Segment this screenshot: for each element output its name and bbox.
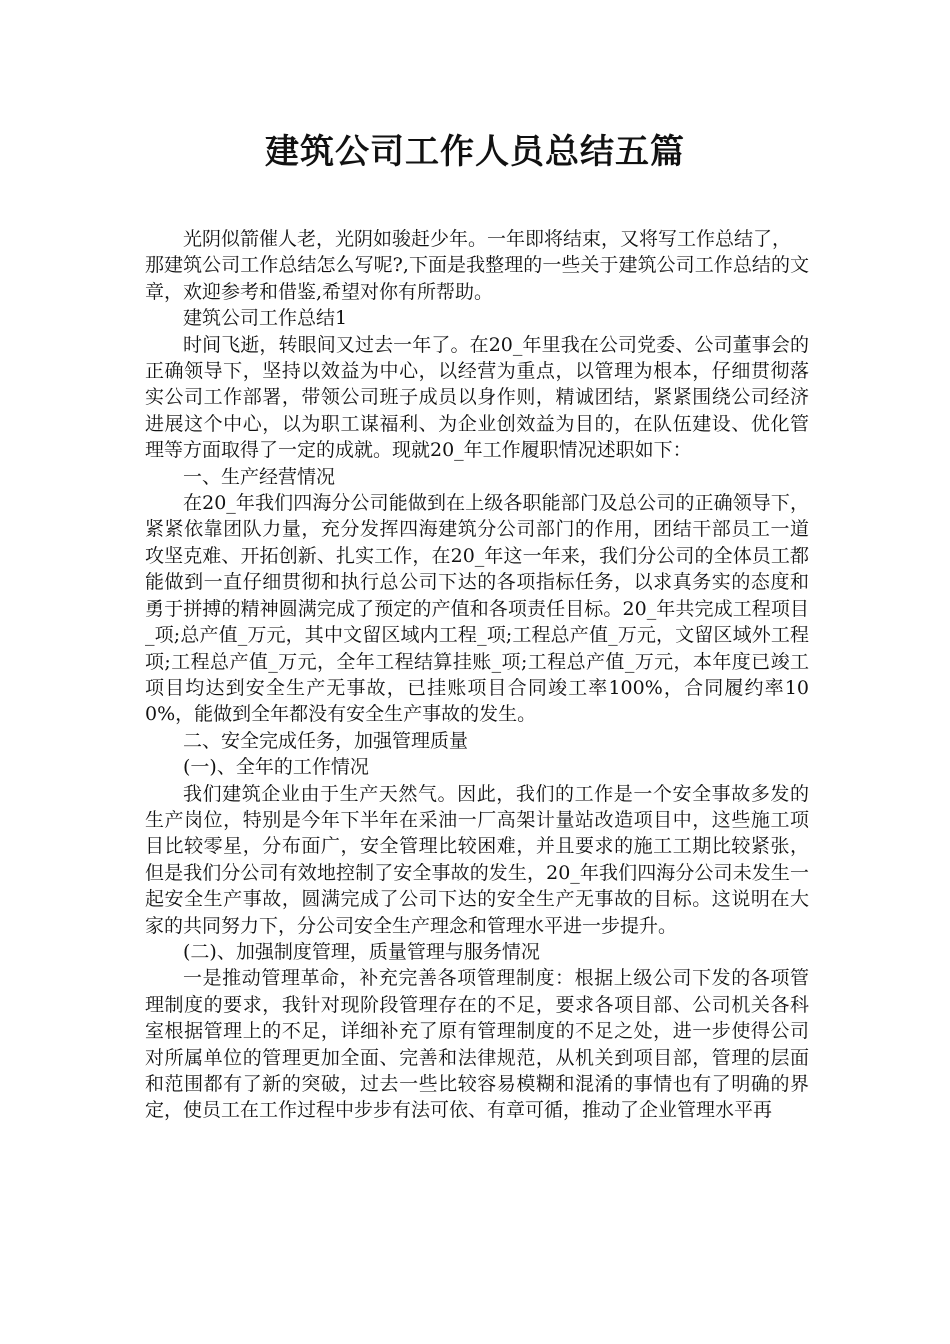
document-title: 建筑公司工作人员总结五篇 [265, 132, 685, 172]
paragraph: 我们建筑企业由于生产天然气。因此，我们的工作是一个安全事故多发的生产岗位，特别是今年下半年在采油一厂高架计量站改造项目中，这些施工项目比较零星，分布面广，安全管理比较困难，并且要求的施工工期比较紧张，但是我们分公司有效地控制了安全事故的发生，20_年我们四海分公司未发生一起安全生产事故，圆满完成了公司下达的安全生产无事故的目标。这说明在大家的共同努力下，分公司安全生产理念和管理水平进一步提升。 [145, 782, 809, 937]
paragraph: (二)、加强制度管理，质量管理与服务情况 [183, 940, 540, 963]
document-body [145, 226, 809, 1124]
paragraph: 二、安全完成任务，加强管理质量 [183, 729, 469, 752]
paragraph: 一是推动管理革命，补充完善各项管理制度：根据上级公司下发的各项管理制度的要求，我针对现阶段管理存在的不足，要求各项目部、公司机关各科室根据管理上的不足，详细补充了原有管理制度的不足之处，进一步使得公司对所属单位的管理更加全面、完善和法律规范，从机关到项目部，管理的层面和范围都有了新的突破，过去一些比较容易模糊和混淆的事情也有了明确的界定，使员工在工作过程中步步有法可依、有章可循，推动了企业管理水平再 [145, 967, 809, 1122]
paragraph: 光阴似箭催人老，光阴如骏赶少年。一年即将结束，又将写工作总结了， [183, 228, 792, 250]
paragraph: 那建筑公司工作总结怎么写呢?,下面是我整理的一些关于建筑公司工作总结的文章，欢迎参考和借鉴,希望对你有所帮助。 [145, 254, 809, 303]
paragraph: 建筑公司工作总结1 [183, 307, 348, 330]
paragraph: 一、生产经营情况 [183, 465, 336, 488]
paragraph: (一)、全年的工作情况 [183, 756, 369, 779]
paragraph: 在20_年我们四海分公司能做到在上级各职能部门及总公司的正确领导下，紧紧依靠团队力量，充分发挥四海建筑分公司部门的作用，团结干部员工一道攻坚克难、开拓创新、扎实工作，在20_年这一年来，我们分公司的全体员工都能做到一直仔细贯彻和执行总公司下达的各项指标任务，以求真务实的态度和勇于拼搏的精神圆满完成了预定的产值和各项责任目标。20_年共完成工程项目_项;总产值_万元，其中文留区域内工程_项;工程总产值_万元，文留区域外工程项;工程总产值_万元，全年工程结算挂账_项;工程总产值_万元，本年度已竣工项目均达到安全生产无事故，已挂账项目合同竣工率100%，合同履约率100%，能做到全年都没有安全生产事故的发生。 [145, 492, 809, 726]
paragraph: 时间飞逝，转眼间又过去一年了。在20_年里我在公司党委、公司董事会的正确领导下，坚持以效益为中心，以经营为重点，以管理为根本，仔细贯彻落实公司工作部署，带领公司班子成员以身作则，精诚团结，紧紧围绕公司经济进展这个中心，以为职工谋福利、为企业创效益为目的，在队伍建设、优化管理等方面取得了一定的成就。现就20_年工作履职情况述职如下： [145, 333, 809, 462]
